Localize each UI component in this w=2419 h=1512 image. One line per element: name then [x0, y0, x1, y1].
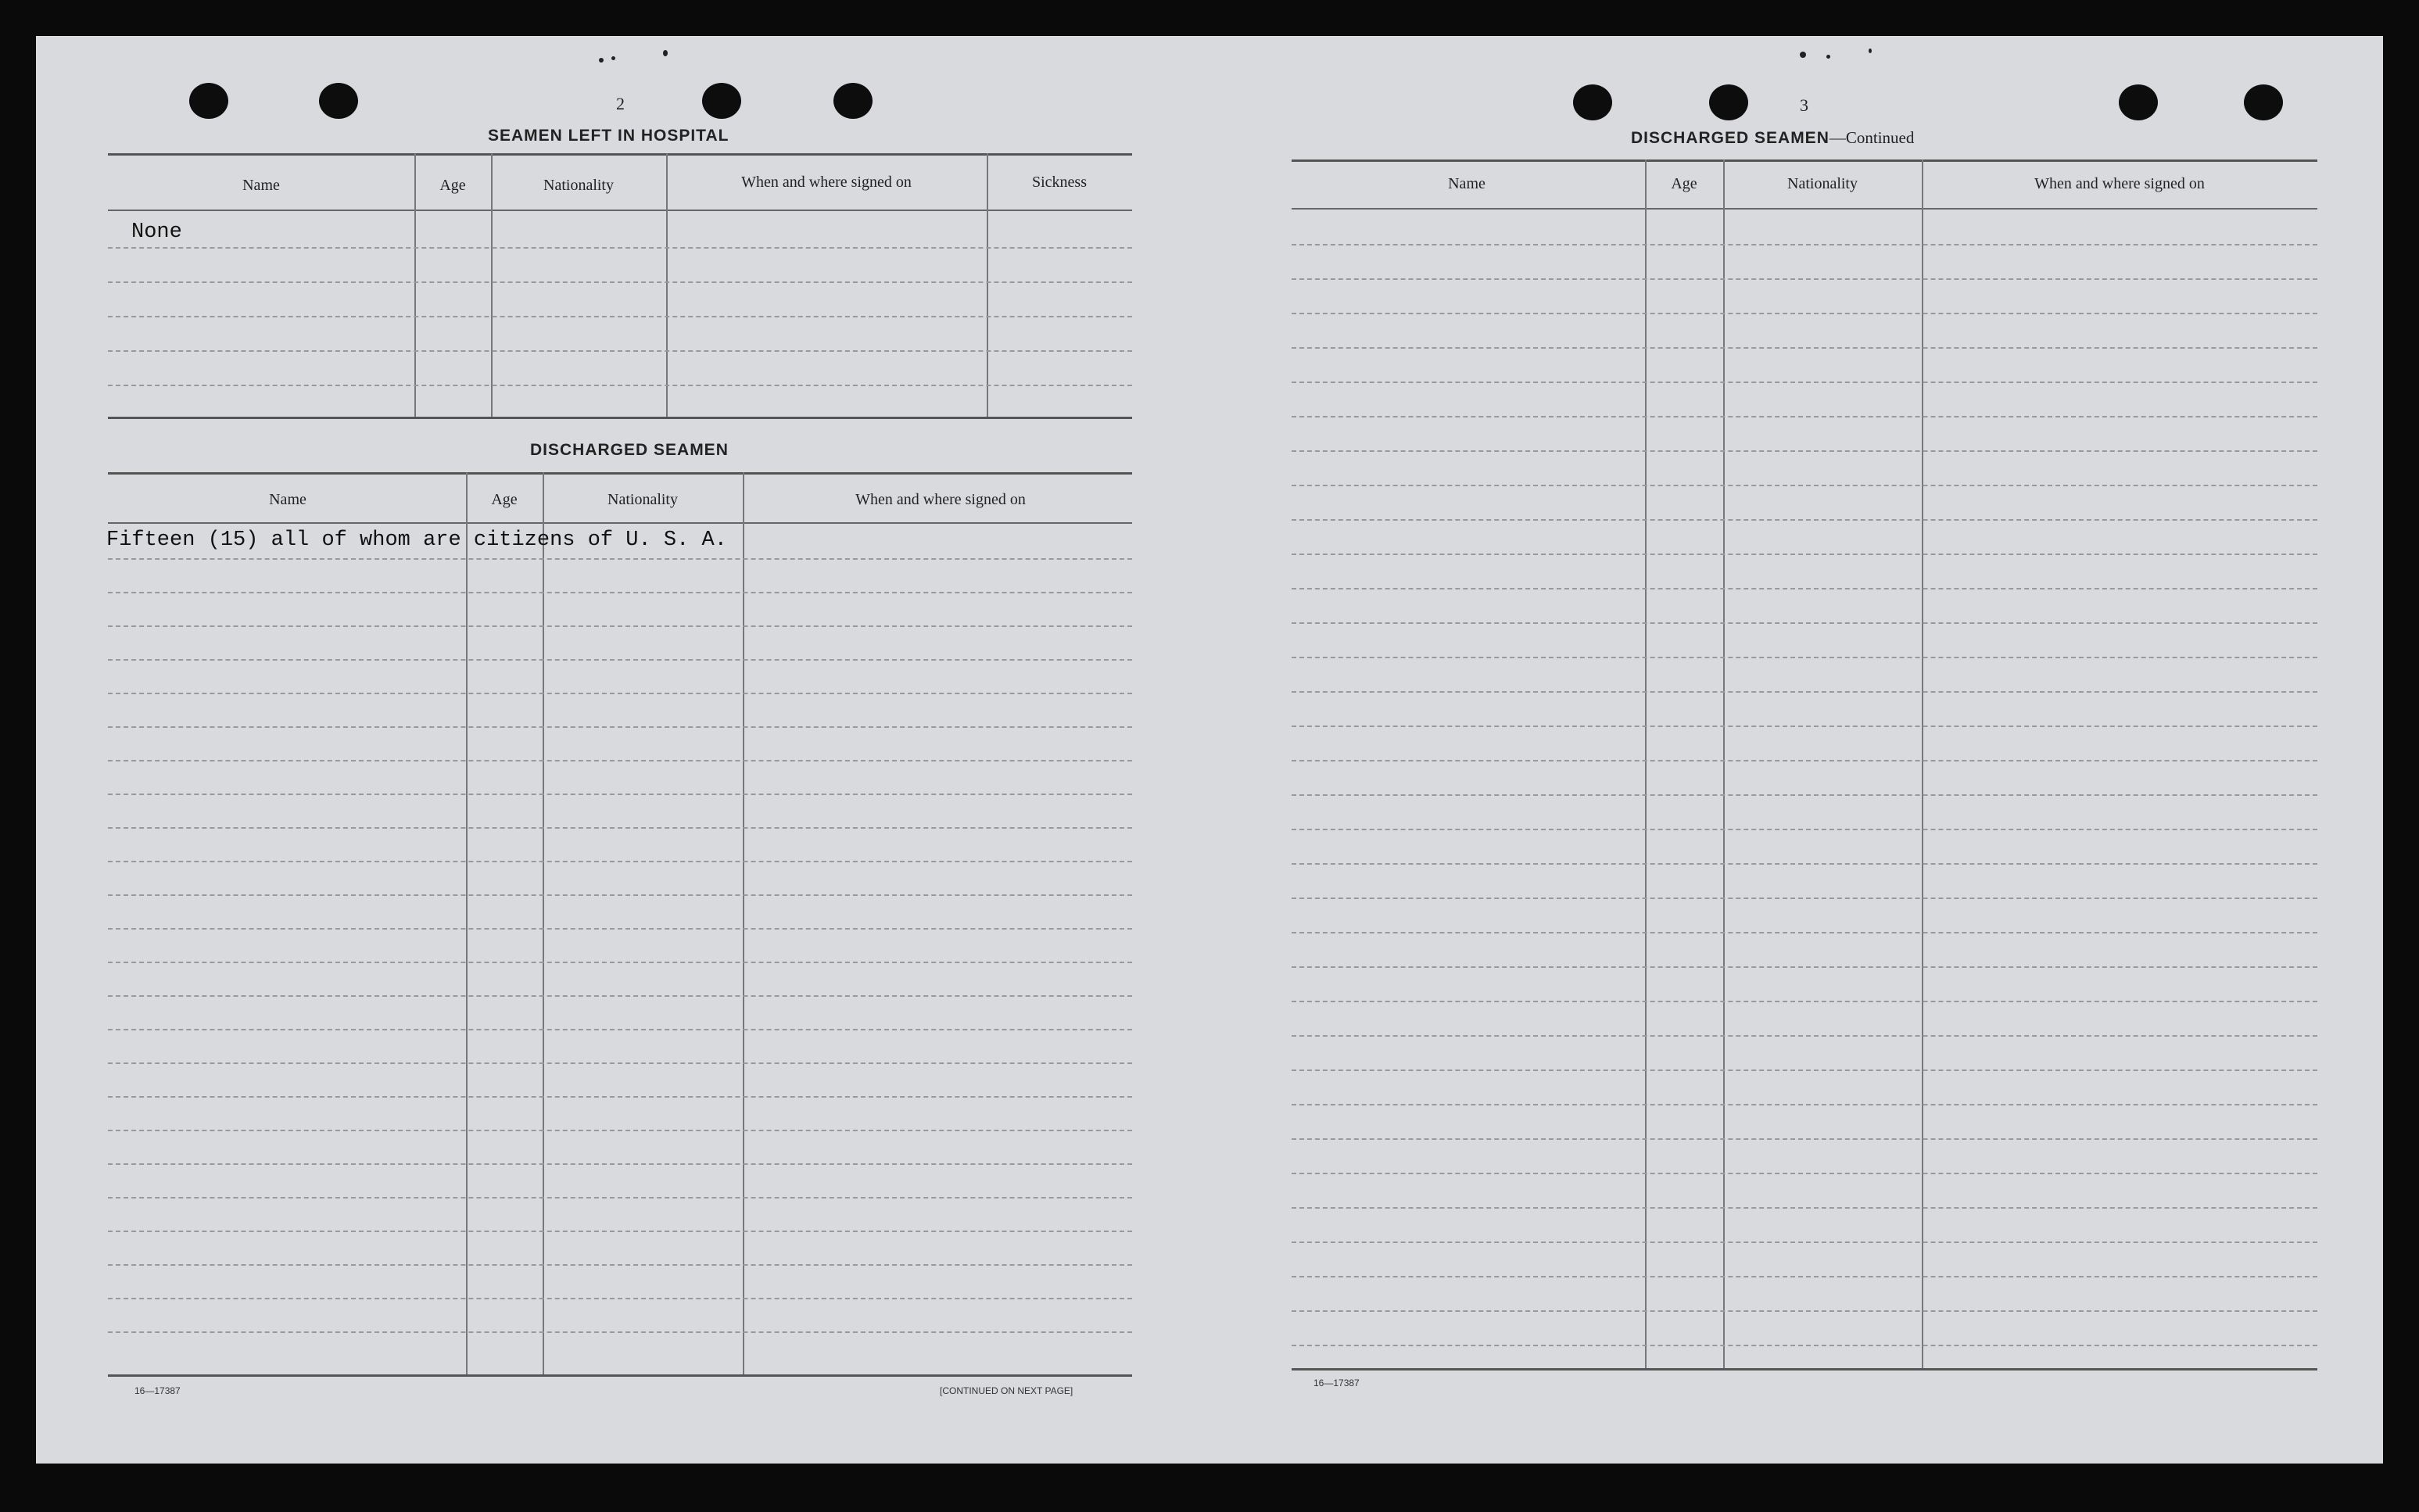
punch-hole	[1573, 84, 1612, 120]
discharged-col-nationality: Nationality	[607, 491, 678, 508]
page-number-left: 2	[616, 94, 625, 113]
hospital-col-nationality: Nationality	[543, 177, 614, 194]
continued-suffix: —Continued	[1829, 128, 1915, 147]
punch-hole	[319, 83, 358, 119]
ink-speck	[1869, 48, 1872, 53]
page-number-right: 3	[1800, 95, 1808, 115]
discharged-col-age: Age	[491, 491, 518, 508]
ink-speck	[663, 50, 668, 56]
punch-hole	[833, 83, 873, 119]
hospital-section-title: SEAMEN LEFT IN HOSPITAL	[488, 127, 729, 145]
hospital-col-age: Age	[439, 177, 466, 194]
discharged-col-name: Name	[269, 491, 306, 508]
document-sheet	[36, 36, 2383, 1464]
ink-speck	[611, 56, 615, 60]
hospital-col-name: Name	[242, 177, 280, 194]
continued-col-age: Age	[1671, 175, 1697, 192]
continued-col-signed-on: When and where signed on	[2034, 175, 2205, 192]
ink-speck	[1800, 52, 1806, 58]
form-number-right: 16—17387	[1313, 1378, 1360, 1388]
continued-col-name: Name	[1448, 175, 1485, 192]
ink-speck	[1826, 55, 1830, 59]
continued-note: [CONTINUED ON NEXT PAGE]	[940, 1385, 1073, 1396]
ink-speck	[599, 58, 604, 63]
punch-hole	[2119, 84, 2158, 120]
continued-col-nationality: Nationality	[1787, 175, 1858, 192]
punch-hole	[1709, 84, 1748, 120]
hospital-entry: None	[131, 220, 182, 244]
discharged-entry: Fifteen (15) all of whom are citizens of U. S. A.	[106, 528, 727, 552]
punch-hole	[702, 83, 741, 119]
form-number-left: 16—17387	[134, 1385, 181, 1396]
discharged-continued-title-text: DISCHARGED SEAMEN	[1631, 129, 1829, 147]
hospital-col-signed-on: When and where signed on	[741, 174, 912, 191]
discharged-col-signed-on: When and where signed on	[855, 491, 1026, 508]
punch-hole	[2244, 84, 2283, 120]
discharged-continued-title	[1631, 128, 1914, 148]
hospital-col-sickness: Sickness	[1032, 174, 1087, 191]
discharged-section-title: DISCHARGED SEAMEN	[530, 441, 729, 459]
punch-hole	[189, 83, 228, 119]
